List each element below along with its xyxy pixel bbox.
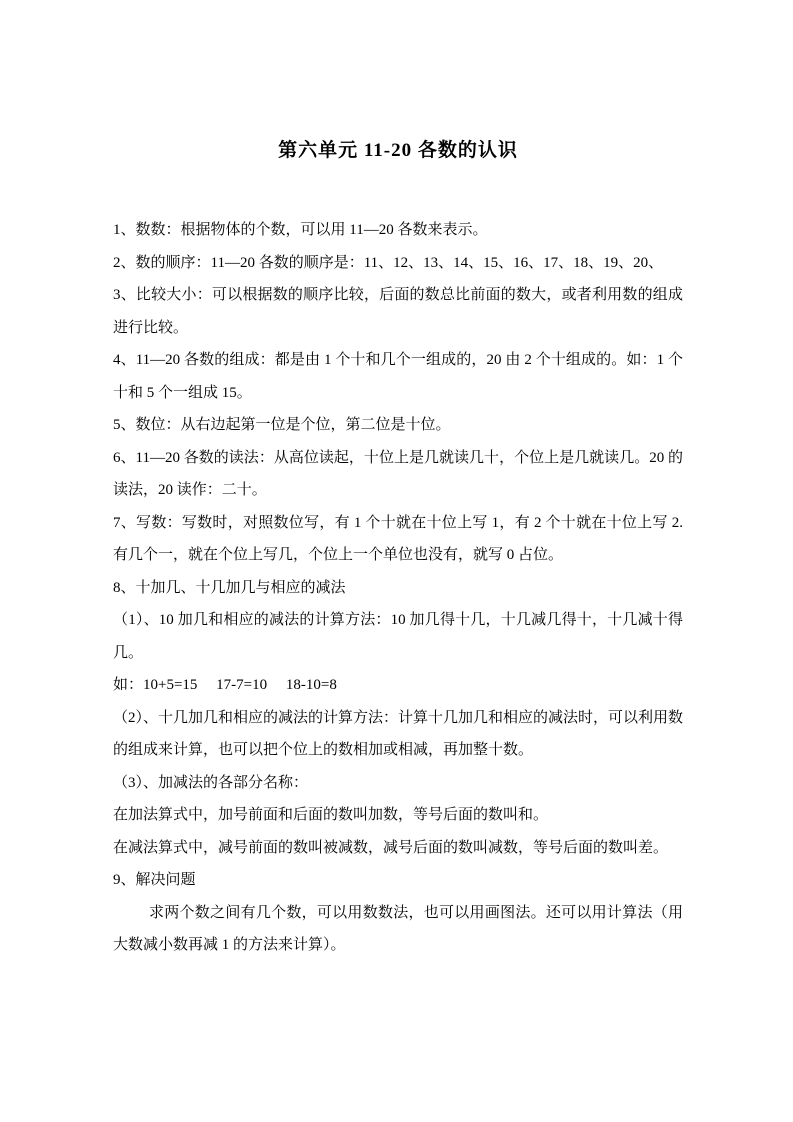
paragraph-examples: 如：10+5=15 17-7=10 18-10=8 bbox=[113, 677, 337, 693]
paragraph-place-value: 5、数位：从右边起第一位是个位，第二位是十位。 bbox=[113, 417, 451, 433]
paragraph-writing-numbers: 7、写数：写数时，对照数位写，有 1 个十就在十位上写 1，有 2 个十就在十位上写 2.有几个一，就在个位上写几，个位上一个单位也没有，就写 0 占位。 bbox=[113, 514, 683, 563]
paragraph-comparing: 3、比较大小：可以根据数的顺序比较，后面的数总比前面的数大，或者利用数的组成进行比较。 bbox=[113, 287, 683, 336]
paragraph-subtraction-terms: 在减法算式中，减号前面的数叫被减数，减号后面的数叫减数，等号后面的数叫差。 bbox=[113, 839, 669, 856]
document-title: 第六单元 11-20 各数的认识 bbox=[278, 140, 518, 161]
paragraph-method-1: （1）、10 加几和相应的减法的计算方法：10 加几得十几，十几减几得十，十几减十得几。 bbox=[113, 612, 683, 661]
paragraph-problem-solving-body: 求两个数之间有几个数，可以用数数法，也可以用画图法。还可以用计算法（用大数减小数再减 1 的方法来计算）。 bbox=[113, 904, 683, 953]
paragraph-reading-numbers: 6、11—20 各数的读法：从高位读起，十位上是几就读几十，个位上是几就读几。20 的读法，20 读作：二十。 bbox=[113, 449, 683, 498]
document-body bbox=[113, 214, 683, 962]
paragraph-problem-solving-heading: 9、解决问题 bbox=[113, 872, 196, 888]
paragraph-addition-subtraction-heading: 8、十加几、十几加几与相应的减法 bbox=[113, 579, 346, 596]
paragraph-counting: 1、数数：根据物体的个数，可以用 11—20 各数来表示。 bbox=[113, 222, 488, 238]
paragraph-composition: 4、11—20 各数的组成：都是由 1 个十和几个一组成的，20 由 2 个十组成的。如：1 个十和 5 个一组成 15。 bbox=[113, 352, 683, 401]
paragraph-method-2: （2）、十几加几和相应的减法的计算方法：计算十几加几和相应的减法时，可以利用数的组成来计算，也可以把个位上的数相加或相减，再加整十数。 bbox=[113, 709, 684, 758]
paragraph-addition-terms: 在加法算式中，加号前面和后面的数叫加数，等号后面的数叫和。 bbox=[113, 807, 549, 823]
paragraph-number-order: 2、数的顺序：11—20 各数的顺序是：11、12、13、14、15、16、17、18、19、20、 bbox=[113, 254, 664, 271]
paragraph-method-3: （3）、加减法的各部分名称： bbox=[113, 774, 309, 791]
